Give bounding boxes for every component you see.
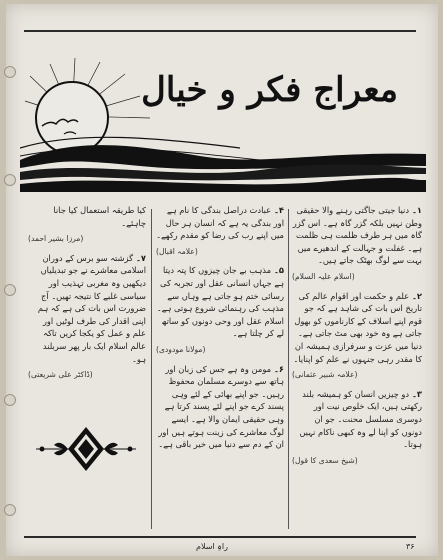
attribution-1: (اسلام علیہ السلام)	[292, 271, 355, 281]
attribution-4: (علامہ اقبال)	[156, 246, 198, 256]
magazine-page	[6, 4, 438, 556]
decorative-ornament	[34, 424, 138, 474]
paragraph-5: ۵۔مذہب بے جان چیزوں کا پتہ دیتا ہے جہاں انسانی عقل اور تجربہ کی رسائی ختم ہو جاتی ہے وہاں سے مذہب کی رہنمائی شروع ہوتی ہے۔ اسلام عقل اور وحی دونوں کو ساتھ لے کر چلتا ہے۔	[156, 265, 284, 339]
page-title: معراج فکر و خیال	[141, 70, 398, 110]
column-left	[28, 204, 146, 388]
paragraph-3: ۳۔دو چیزیں انسان کو ہمیشہ بلند رکھتی ہیں، ایک خلوص نیت اور دوسری مسلسل محنت۔ جو ان دونوں کو اپنا لے وہ کبھی ناکام نہیں ہوتا۔	[299, 388, 422, 450]
top-rule	[24, 30, 416, 32]
column-right	[292, 204, 422, 473]
attribution-7: (ڈاکٹر علی شریعتی)	[28, 370, 93, 380]
attribution-2: (علامہ شبیر عثمانی)	[292, 370, 358, 380]
paragraph-continued: کیا طریقہ استعمال کیا جانا چاہئے۔	[53, 205, 146, 228]
page-footer	[6, 540, 438, 556]
column-divider	[288, 209, 289, 529]
attribution-3: (شیخ سعدی کا قول)	[292, 455, 358, 465]
column-divider	[151, 209, 152, 529]
paragraph-7: ۷۔گزشتہ سو برس کے دوران اسلامی معاشرے نے جو تبدیلیاں دیکھیں وہ مغربی تہذیب اور سیاسی غلبے کا نتیجہ تھیں۔ آج ضرورت اس بات کی ہے کہ ہم اپنی اقدار کی طرف لوٹیں اور علم و عمل کو یکجا کریں تاکہ عالم اسلام ایک بار پھر سربلند ہو۔	[37, 252, 146, 364]
page-number: ۳۶	[406, 542, 415, 551]
attribution-6: (مرزا بشیر احمد)	[28, 234, 84, 244]
magazine-name: راہِ اسلام	[196, 542, 228, 551]
paragraph-1: ۱۔دنیا جیتی جاگتی رہنے والا حقیقی وطن نہیں بلکہ گزر گاہ ہے۔ اس گزر گاہ میں ہر طرف ظلمت ہی ظلمت ہے۔ غفلت و جہالت کے اندھیرے میں بہت سے لوگ بھٹک جاتے ہیں۔	[292, 205, 422, 266]
attribution-5: (مولانا مودودی)	[156, 344, 206, 354]
paragraph-2: ۲۔علم و حکمت اور اقوام عالم کی تاریخ اس بات کی شاہد ہے کہ جو قوم اپنے اسلاف کے کارناموں کو بھول جاتی ہے وہ خود بھی مٹ جاتی ہے۔ دنیا میں عزت و سرفرازی ہمیشہ ان کا مقدر رہی جنہوں نے علم کو اپنایا۔	[293, 290, 422, 364]
bottom-rule	[24, 536, 416, 538]
column-middle	[156, 204, 284, 455]
paragraph-6: ۶۔مومن وہ ہے جس کی زبان اور ہاتھ سے دوسرے مسلمان محفوظ رہیں۔ جو اپنے بھائی کے لئے وہی پسند کرے جو اپنے لئے پسند کرتا ہے وہی حقیقی ایمان والا ہے۔ ایسے لوگ معاشرے کی زینت ہوتے ہیں اور ان کے دم سے دنیا میں خیر باقی ہے۔	[158, 363, 284, 450]
paragraph-4: ۴۔عبادت دراصل بندگی کا نام ہے اور بندگی یہ ہے کہ انسان ہر حال میں اپنے رب کی رضا کو مقدم رکھے۔	[156, 205, 284, 241]
